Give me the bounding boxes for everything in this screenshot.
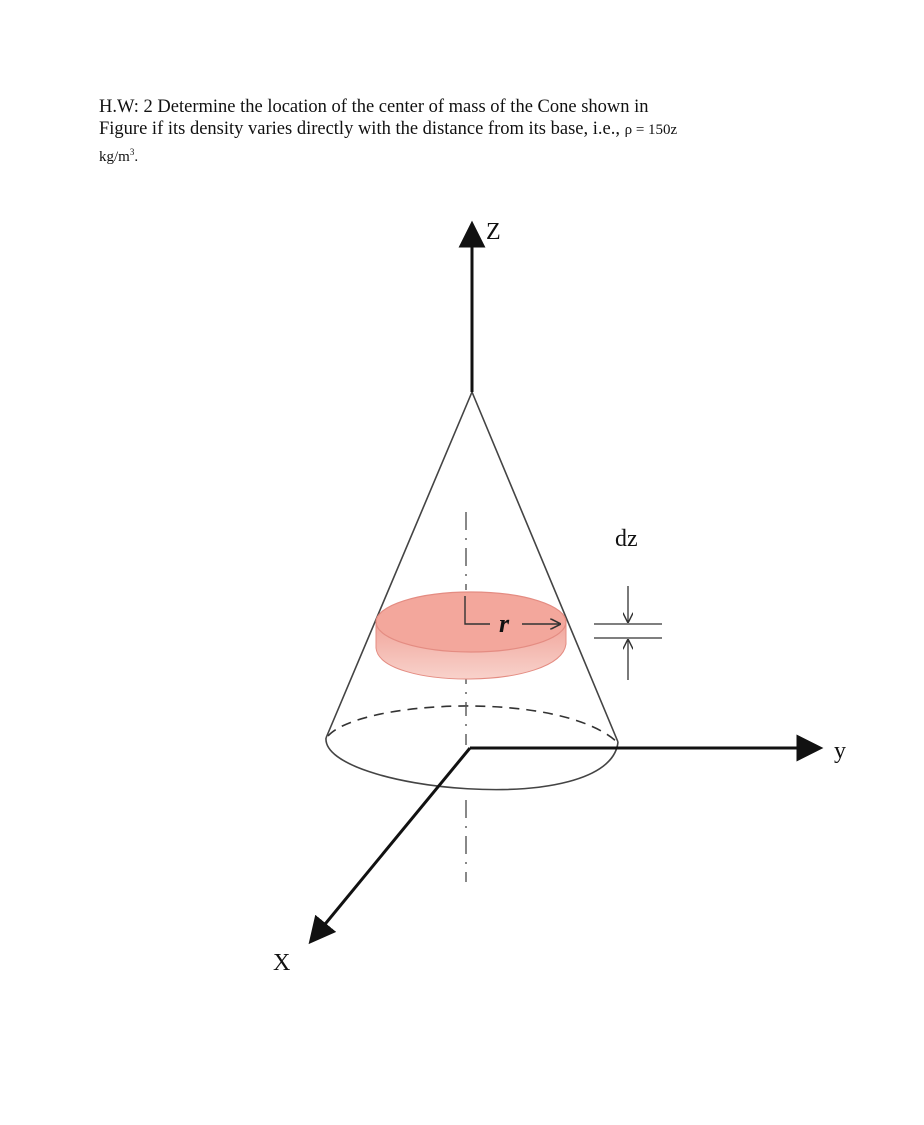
radius-label: r [499, 609, 510, 638]
density-expression: ρ = 150z [624, 122, 678, 138]
disk-top [376, 592, 566, 652]
y-axis-label: y [834, 738, 846, 764]
x-axis [312, 748, 470, 940]
problem-line-1: H.W: 2 Determine the location of the center of mass of the Cone shown in [99, 97, 649, 117]
problem-line-2-text: Figure if its density varies directly with the distance from its base, i.e., [99, 119, 625, 139]
cone-base-front-edge [326, 738, 618, 790]
density-unit: kg/m [99, 149, 130, 165]
z-axis-label: Z [486, 219, 501, 245]
cone-left-side [326, 392, 472, 738]
cone-right-side [472, 392, 618, 742]
density-unit-period: . [134, 149, 139, 165]
x-axis-label: X [273, 950, 291, 976]
dz-label: dz [615, 526, 638, 552]
cone-base-hidden-edge [328, 706, 617, 742]
density-unit-exponent: 3 [129, 147, 135, 157]
